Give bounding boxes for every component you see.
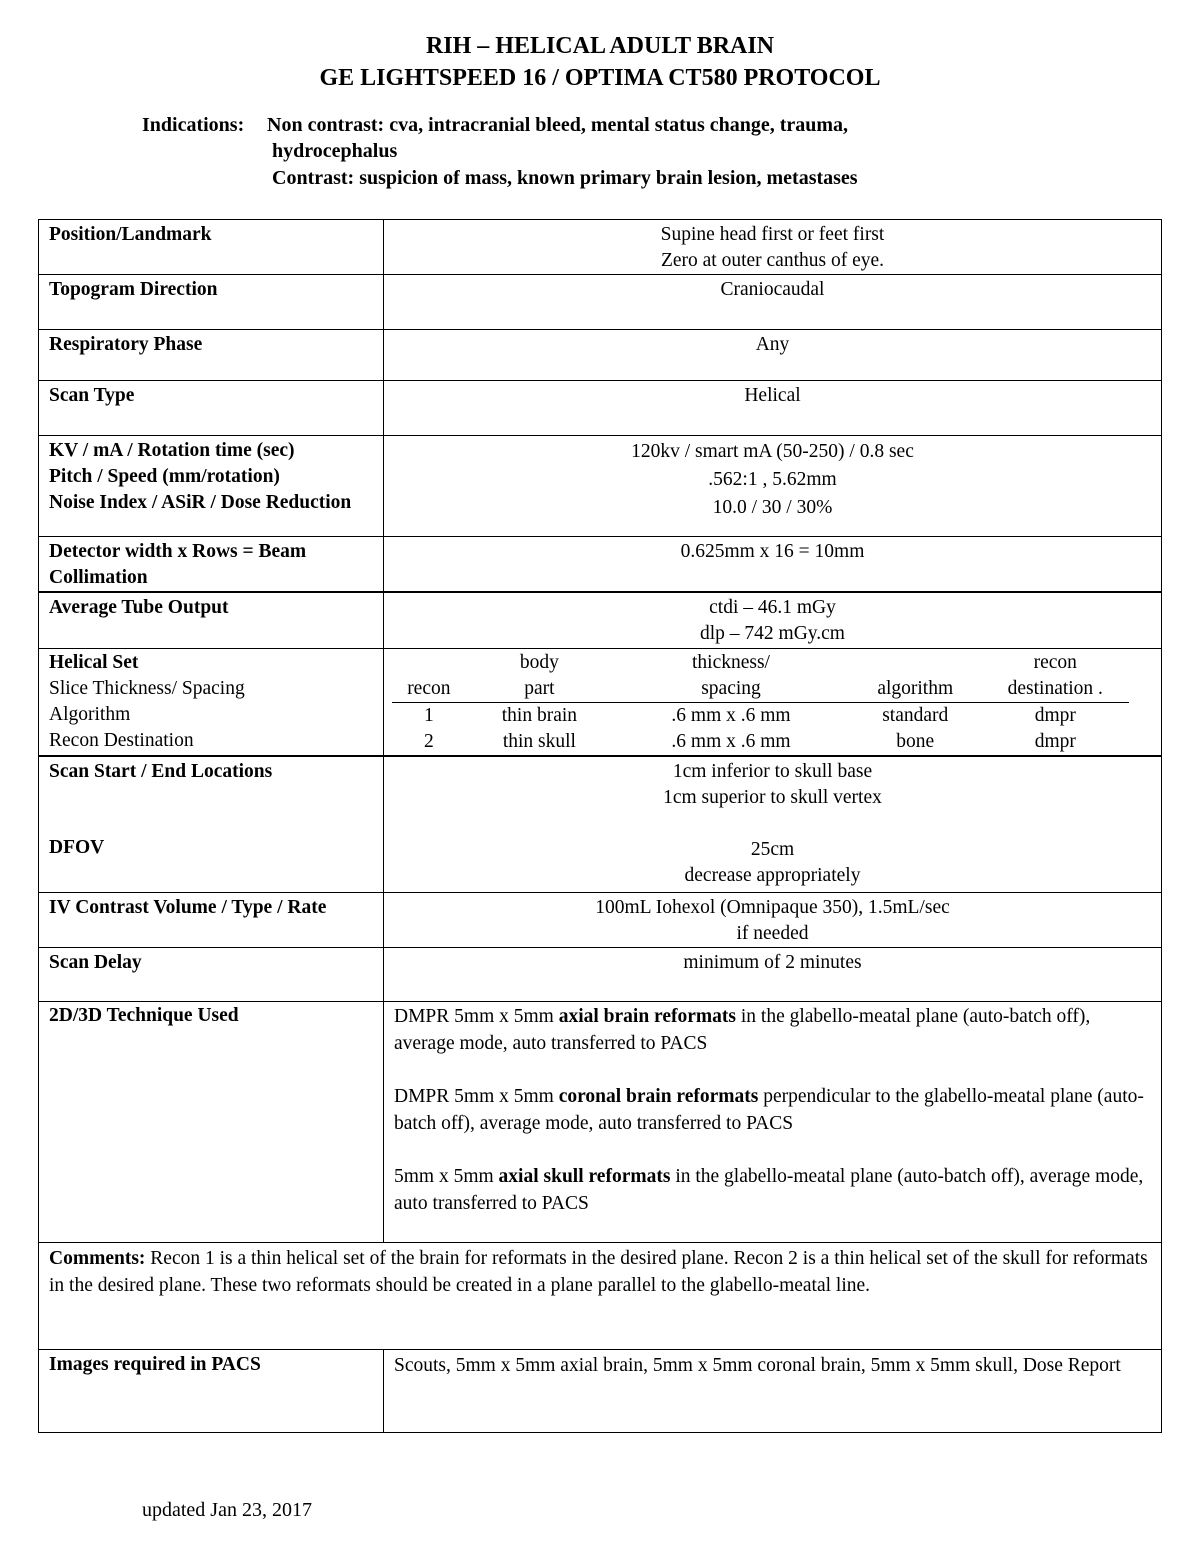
pitch-label: Pitch / Speed (mm/rotation) — [49, 466, 280, 487]
row-respiratory — [39, 330, 1162, 381]
updated-date: updated Jan 23, 2017 — [142, 1499, 312, 1521]
header-top-body: body — [519, 651, 559, 673]
position-label: Position/Landmark — [39, 220, 384, 275]
respiratory-label: Respiratory Phase — [39, 330, 384, 381]
contrast-value-2: if needed — [736, 922, 809, 944]
body-part: thin skull — [502, 730, 576, 752]
row-helical-set — [39, 648, 1162, 756]
header-top-algorithm — [849, 650, 982, 676]
technique-value — [384, 1001, 1162, 1242]
helical-header-bottom — [392, 676, 1129, 703]
scan-start-value — [384, 756, 1162, 892]
contrast-value-1: 100mL Iohexol (Omnipaque 350), 1.5mL/sec — [595, 896, 950, 918]
kv-value — [384, 436, 1162, 537]
comments-cell — [39, 1242, 1162, 1349]
contrast-value — [384, 892, 1162, 947]
comments-label: Comments: — [49, 1247, 146, 1269]
protocol-table — [38, 219, 1162, 1433]
kv-label — [39, 436, 384, 537]
header-recon: recon — [392, 676, 466, 703]
tube-output-label: Average Tube Output — [39, 592, 384, 648]
scan-type-label: Scan Type — [39, 381, 384, 436]
dlp-value: dlp – 742 mGy.cm — [700, 623, 845, 644]
contrast-label: IV Contrast Volume / Type / Rate — [39, 892, 384, 947]
technique-label: 2D/3D Technique Used — [39, 1001, 384, 1242]
comments-text: Recon 1 is a thin helical set of the brain for reformats in the desired plane. Recon 2 is a thin helical set of the skull for reformats in the desired plane. These two reformats should be created in a plane parallel to the glabello-meatal line. — [49, 1247, 1148, 1296]
detector-label: Detector width x Rows = Beam Collimation — [39, 537, 384, 593]
algorithm: standard — [882, 704, 949, 726]
helical-row-1 — [392, 702, 1129, 729]
header-part: part — [466, 676, 613, 703]
row-comments — [39, 1242, 1162, 1349]
row-delay — [39, 947, 1162, 1001]
images-label: Images required in PACS — [39, 1349, 384, 1432]
header-top-thickness: thickness/ — [691, 651, 770, 673]
helical-set-title: Helical Set — [49, 651, 139, 673]
detector-value: 0.625mm x 16 = 10mm — [384, 537, 1162, 593]
row-technique — [39, 1001, 1162, 1242]
scan-locations-label: Scan Start / End Locations — [49, 761, 273, 782]
images-value: Scouts, 5mm x 5mm axial brain, 5mm x 5mm coronal brain, 5mm x 5mm skull, Dose Report — [384, 1349, 1162, 1432]
delay-label: Scan Delay — [39, 947, 384, 1001]
position-value — [384, 220, 1162, 275]
helical-set-table-cell — [384, 648, 1162, 756]
header-algorithm: algorithm — [849, 676, 982, 703]
row-images — [39, 1349, 1162, 1432]
row-position — [39, 220, 1162, 275]
document-title: RIH – HELICAL ADULT BRAIN — [425, 33, 775, 59]
row-detector — [39, 537, 1162, 593]
technique-paragraph-3: 5mm x 5mm axial skull reformats in the glabello-meatal plane (auto-batch off), average mode, auto transferred to PACS — [394, 1165, 1144, 1214]
indications-line-2: hydrocephalus — [272, 140, 398, 162]
recon-number: 2 — [423, 730, 434, 752]
indications-line-1: Non contrast: cva, intracranial bleed, mental status change, trauma, — [267, 114, 849, 136]
header-top-destination: recon — [1033, 651, 1077, 673]
document-subtitle: GE LIGHTSPEED 16 / OPTIMA CT580 PROTOCOL — [319, 65, 881, 91]
position-line-2: Zero at outer canthus of eye. — [660, 250, 885, 271]
technique-paragraph-1: DMPR 5mm x 5mm axial brain reformats in the glabello-meatal plane (auto-batch off), average mode, auto transferred to PACS — [394, 1005, 1091, 1054]
spacing: .6 mm x .6 mm — [671, 704, 791, 726]
tube-output-value — [384, 592, 1162, 648]
algorithm: bone — [896, 730, 935, 752]
helical-set-label — [39, 648, 384, 756]
helical-set-table — [392, 650, 1129, 755]
dfov-label: DFOV — [49, 837, 105, 858]
scan-start-label — [39, 756, 384, 892]
respiratory-value: Any — [384, 330, 1162, 381]
dfov-value: 25cm — [750, 839, 795, 860]
header-spacing: spacing — [613, 676, 849, 703]
position-line-1: Supine head first or feet first — [660, 224, 885, 245]
noise-index-label: Noise Index / ASiR / Dose Reduction — [49, 492, 352, 513]
technique-paragraph-2: DMPR 5mm x 5mm coronal brain reformats perpendicular to the glabello-meatal plane (auto-batch off), average mode, auto transferred to PACS — [394, 1085, 1144, 1134]
row-kv — [39, 436, 1162, 537]
header-top-recon — [392, 650, 466, 676]
row-scan-start — [39, 756, 1162, 892]
header-destination: destination . — [982, 676, 1129, 703]
destination: dmpr — [1034, 704, 1076, 726]
helical-row-2 — [392, 729, 1129, 755]
kv-label-1: KV / mA / Rotation time (sec) — [49, 440, 295, 461]
pitch-value: .562:1 , 5.62mm — [708, 469, 837, 490]
topogram-label: Topogram Direction — [39, 275, 384, 330]
row-topogram — [39, 275, 1162, 330]
indications-line-3: Contrast: suspicion of mass, known primary brain lesion, metastases — [272, 167, 858, 189]
destination: dmpr — [1034, 730, 1076, 752]
row-scan-type — [39, 381, 1162, 436]
dfov-note: decrease appropriately — [684, 865, 861, 886]
algorithm-label: Algorithm — [49, 703, 131, 725]
scan-start-value-1: 1cm inferior to skull base — [672, 761, 873, 782]
scan-end-value: 1cm superior to skull vertex — [663, 787, 882, 808]
scan-type-value: Helical — [384, 381, 1162, 436]
recon-number: 1 — [423, 704, 434, 726]
slice-thickness-label: Slice Thickness/ Spacing — [49, 677, 245, 699]
topogram-value: Craniocaudal — [384, 275, 1162, 330]
ctdi-value: ctdi – 46.1 mGy — [709, 597, 836, 618]
kv-value-1: 120kv / smart mA (50-250) / 0.8 sec — [631, 441, 914, 462]
body-part: thin brain — [501, 704, 578, 726]
helical-header-top — [392, 650, 1129, 676]
indications-label: Indications: — [142, 114, 245, 136]
row-tube-output — [39, 592, 1162, 648]
recon-destination-label: Recon Destination — [49, 729, 194, 751]
spacing: .6 mm x .6 mm — [671, 730, 791, 752]
row-contrast — [39, 892, 1162, 947]
noise-index-value: 10.0 / 30 / 30% — [712, 497, 833, 518]
delay-value: minimum of 2 minutes — [384, 947, 1162, 1001]
